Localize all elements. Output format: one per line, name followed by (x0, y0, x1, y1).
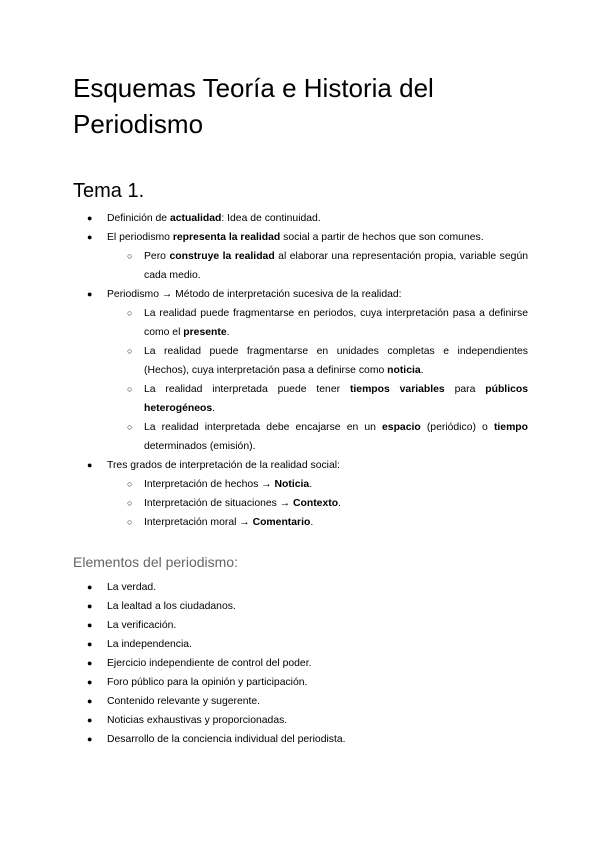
list-item-nested: ○ Interpretación de hechos → Noticia. (73, 475, 528, 494)
list-item-nested: ○ La realidad puede fragmentarse en unidades completas e independientes (Hechos), cuya interpretación pasa a definirse como noticia. (73, 342, 528, 380)
list-item: ● Ejercicio independiente de control del poder. (73, 654, 528, 673)
bullet-filled-icon: ● (87, 582, 93, 592)
list-item-nested: ○ La realidad interpretada debe encajarse en un espacio (periódico) o tiempo determinados (emisión). (73, 418, 528, 456)
bullet-hollow-icon: ○ (127, 346, 133, 356)
section-heading-elementos: Elementos del periodismo: (73, 554, 238, 570)
bullet-filled-icon: ● (87, 639, 93, 649)
list-item: ● Tres grados de interpretación de la realidad social: (73, 456, 528, 475)
document-title: Esquemas Teoría e Historia del Periodismo (73, 73, 434, 139)
bullet-filled-icon: ● (87, 677, 93, 687)
bullet-hollow-icon: ○ (127, 479, 133, 489)
bullet-filled-icon: ● (87, 620, 93, 630)
bullet-hollow-icon: ○ (127, 251, 133, 261)
list-item: ● Contenido relevante y sugerente. (73, 692, 528, 711)
bullet-filled-icon: ● (87, 289, 93, 299)
bullet-filled-icon: ● (87, 715, 93, 725)
tema-1-list (73, 209, 528, 532)
list-item: ● Periodismo → Método de interpretación sucesiva de la realidad: (73, 285, 528, 304)
list-item: ● El periodismo representa la realidad social a partir de hechos que son comunes. (73, 228, 528, 247)
list-item-nested: ○ La realidad interpretada puede tener tiempos variables para públicos heterogéneos. (73, 380, 528, 418)
section-heading-tema-1: Tema 1. (73, 180, 145, 202)
elementos-list (73, 578, 528, 749)
list-item: ● Foro público para la opinión y participación. (73, 673, 528, 692)
list-item: ● La verificación. (73, 616, 528, 635)
bullet-filled-icon: ● (87, 232, 93, 242)
list-item: ● La verdad. (73, 578, 528, 597)
list-item: ● Definición de actualidad: Idea de continuidad. (73, 209, 528, 228)
bullet-hollow-icon: ○ (127, 517, 133, 527)
bullet-hollow-icon: ○ (127, 308, 133, 318)
bullet-filled-icon: ● (87, 734, 93, 744)
list-item: ● La independencia. (73, 635, 528, 654)
list-item-nested: ○ Interpretación moral → Comentario. (73, 513, 528, 532)
bullet-filled-icon: ● (87, 601, 93, 611)
list-item-nested: ○ La realidad puede fragmentarse en periodos, cuya interpretación pasa a definirse como el presente. (73, 304, 528, 342)
bullet-filled-icon: ● (87, 213, 93, 223)
bullet-filled-icon: ● (87, 696, 93, 706)
bullet-hollow-icon: ○ (127, 422, 133, 432)
bullet-filled-icon: ● (87, 658, 93, 668)
list-item-nested: ○ Interpretación de situaciones → Contexto. (73, 494, 528, 513)
list-item-nested: ○ Pero construye la realidad al elaborar una representación propia, variable según cada medio. (73, 247, 528, 285)
bullet-hollow-icon: ○ (127, 384, 133, 394)
bullet-filled-icon: ● (87, 460, 93, 470)
list-item: ● Noticias exhaustivas y proporcionadas. (73, 711, 528, 730)
list-item: ● Desarrollo de la conciencia individual del periodista. (73, 730, 528, 749)
list-item: ● La lealtad a los ciudadanos. (73, 597, 528, 616)
bullet-hollow-icon: ○ (127, 498, 133, 508)
